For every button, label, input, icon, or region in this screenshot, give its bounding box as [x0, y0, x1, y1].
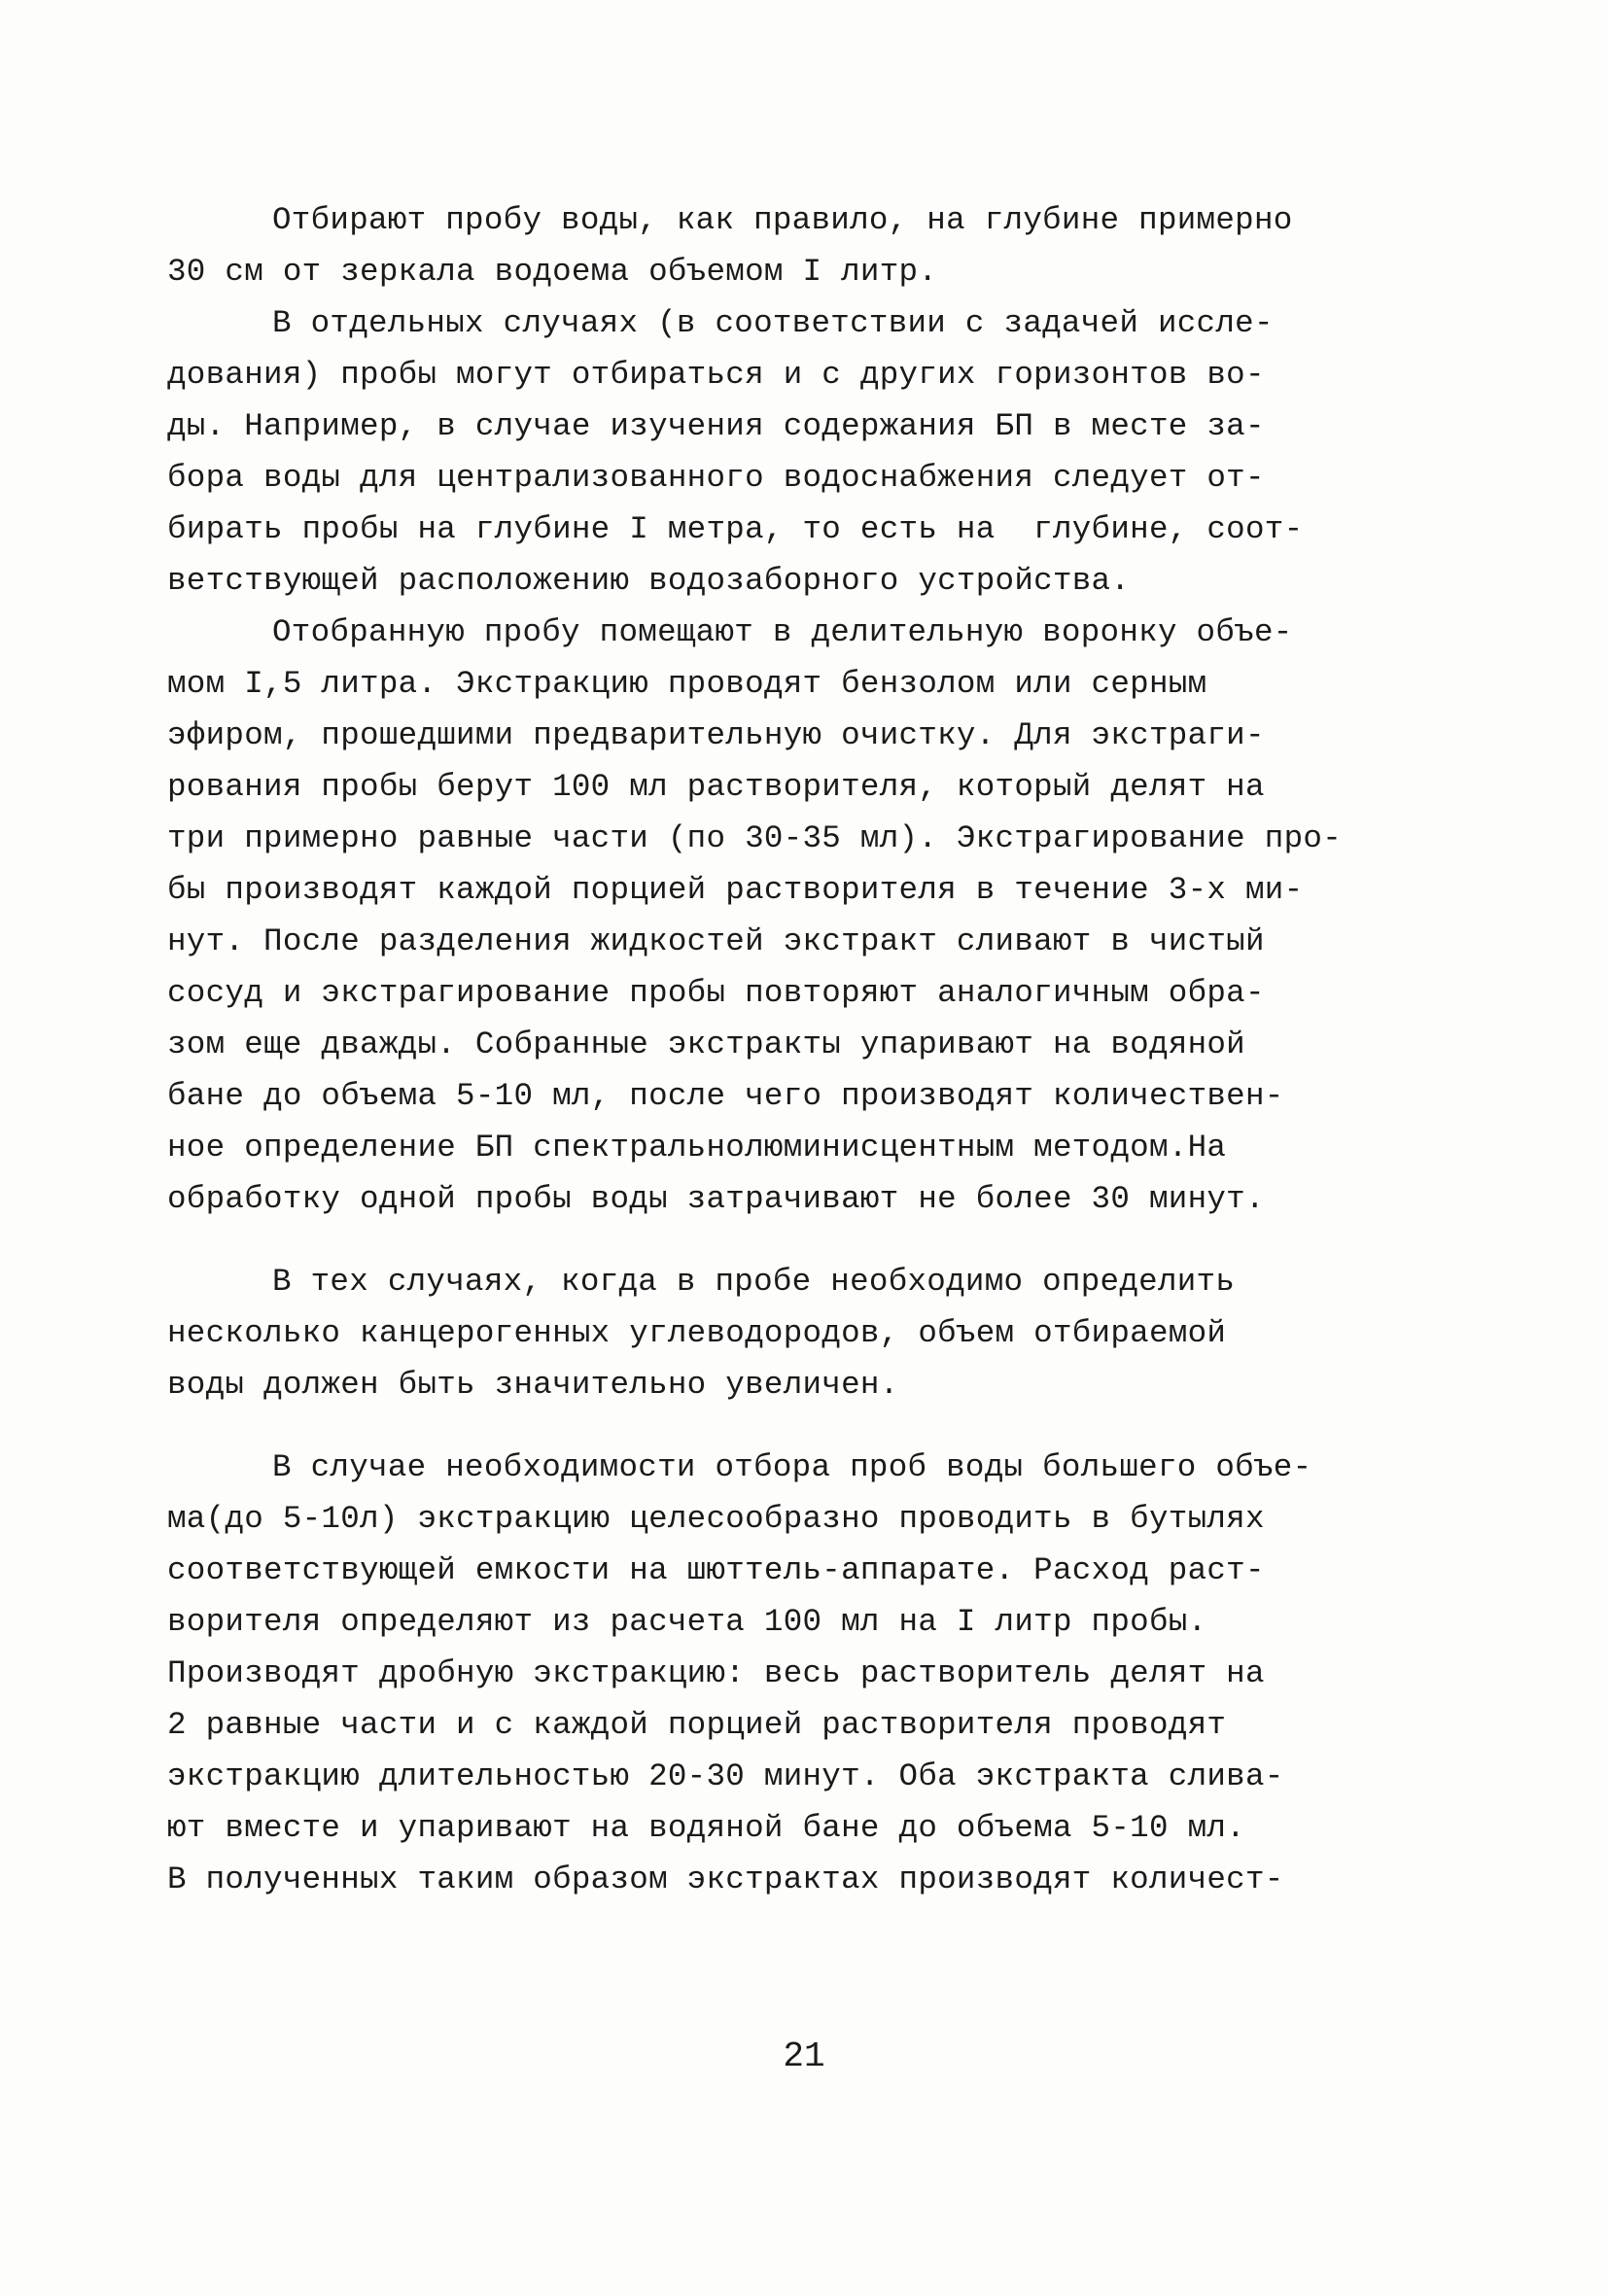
text-line: ветствующей расположению водозаборного устройства. [167, 563, 1131, 599]
text-line: 30 см от зеркала водоема объемом I литр. [167, 254, 938, 290]
text-line: В тех случаях, когда в пробе необходимо определить [272, 1264, 1236, 1300]
text-line: мом I,5 литра. Экстракцию проводят бензолом или серным [167, 666, 1207, 702]
text-line: Производят дробную экстракцию: весь растворитель делят на [167, 1655, 1265, 1691]
text-line: эфиром, прошедшими предварительную очистку. Для экстраги- [167, 717, 1265, 753]
text-line: бане до объема 5-10 мл, после чего производят количествен- [167, 1078, 1284, 1114]
text-line: В полученных таким образом экстрактах производят количест- [167, 1861, 1284, 1897]
text-line: рования пробы берут 100 мл растворителя, который делят на [167, 769, 1265, 805]
text-line: экстракцию длительностью 20-30 минут. Оба экстракта слива- [167, 1758, 1284, 1794]
text-line: обработку одной пробы воды затрачивают не более 30 минут. [167, 1181, 1265, 1217]
paragraph-gap [167, 1410, 1470, 1442]
paragraph-gap [167, 1225, 1470, 1256]
text-line: Отбирают пробу воды, как правило, на глубине примерно [272, 202, 1293, 238]
text-line: ное определение БП спектральнолюминисцентным методом.На [167, 1130, 1227, 1165]
text-line: ют вместе и упаривают на водяной бане до объема 5-10 мл. [167, 1810, 1245, 1846]
text-line: три примерно равные части (по 30-35 мл). Экстрагирование про- [167, 820, 1342, 856]
text-line: сосуд и экстрагирование пробы повторяют аналогичным обра- [167, 975, 1265, 1011]
text-line: несколько канцерогенных углеводородов, объем отбираемой [167, 1315, 1227, 1351]
text-line: 2 равные части и с каждой порцией растворителя проводят [167, 1707, 1227, 1743]
text-line: ворителя определяют из расчета 100 мл на I литр пробы. [167, 1604, 1207, 1640]
text-line: Отобранную пробу помещают в делительную воронку объе- [272, 614, 1293, 650]
body-text [167, 194, 1470, 1905]
text-line: бы производят каждой порцией растворителя в течение 3-х ми- [167, 872, 1304, 908]
text-line: воды должен быть значительно увеличен. [167, 1367, 899, 1403]
text-line: бирать пробы на глубине I метра, то есть на глубине, соот- [167, 511, 1304, 547]
text-line: соответствующей емкости на шюттель-аппарате. Расход раст- [167, 1552, 1265, 1588]
page-number: 21 [783, 2036, 825, 2076]
text-line: ма(до 5-10л) экстракцию целесообразно проводить в бутылях [167, 1501, 1265, 1537]
text-line: нут. После разделения жидкостей экстракт сливают в чистый [167, 923, 1265, 959]
text-line: В случае необходимости отбора проб воды большего объе- [272, 1449, 1312, 1485]
text-line: зом еще дважды. Собранные экстракты упаривают на водяной [167, 1026, 1245, 1062]
text-line: бора воды для централизованного водоснабжения следует от- [167, 460, 1265, 496]
text-line: В отдельных случаях (в соответствии с задачей иссле- [272, 305, 1274, 341]
text-line: дования) пробы могут отбираться и с других горизонтов во- [167, 357, 1265, 393]
text-line: ды. Например, в случае изучения содержания БП в месте за- [167, 408, 1265, 444]
